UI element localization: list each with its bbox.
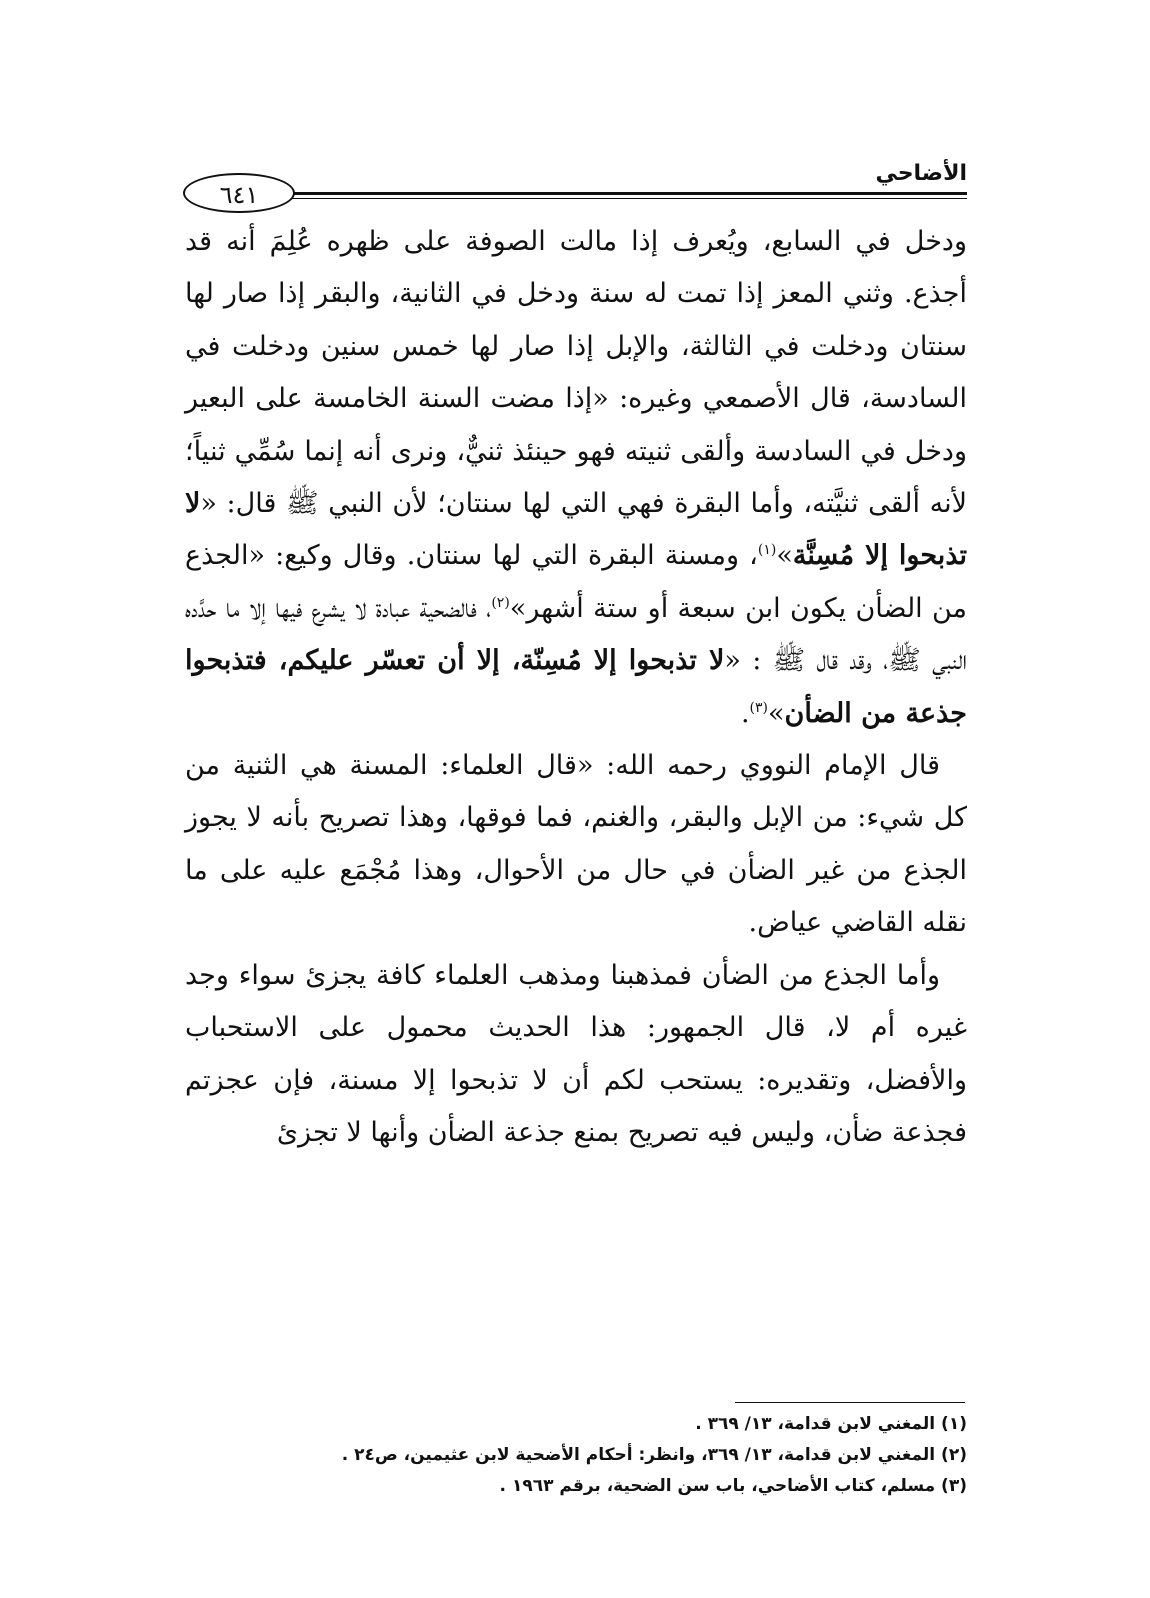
page-number: ٦٤١	[183, 173, 295, 213]
main-text	[185, 216, 967, 1159]
footnote-3: (٣) مسلم، كتاب الأضاحي، باب سن الضحية، برقم ١٩٦٣ .	[499, 1476, 967, 1496]
hadith-quote: لا تذبحوا إلا مُسِنَّة	[185, 488, 968, 572]
footnote-1: (١) المغني لابن قدامة، ١٣/ ٣٦٩ .	[695, 1414, 967, 1434]
hadith-quote: لا تذبحوا إلا مُسِنّة، إلا أن تعسّر عليكم، فتذبحوا جذعة من الضأن	[185, 645, 967, 729]
footnote-ref-2: (٢)	[491, 594, 510, 611]
text-segment: .	[740, 697, 750, 729]
footnote-ref-1: (١)	[757, 542, 777, 559]
footnote-separator	[735, 1402, 965, 1403]
text-segment: »	[776, 540, 793, 572]
text-segment: ، ومسنة البقرة التي لها سنتان. وقال وكيع: «الجذع من الضأن يكون ابن سبعة أو ستة أشهر»	[185, 540, 967, 624]
page-header	[185, 160, 967, 210]
header-rule	[285, 192, 967, 195]
footnotes	[185, 1409, 967, 1502]
header-rule-thin	[285, 198, 967, 199]
footnote-2: (٢) المغني لابن قدامة، ١٣/ ٣٦٩، وانظر: أحكام الأضحية لابن عثيمين، ص٢٤ .	[341, 1445, 967, 1465]
footnote-ref-3: (٣)	[749, 699, 768, 716]
chapter-title: الأضاحي	[875, 161, 967, 186]
text-segment: ودخل في السابع، ويُعرف إذا مالت الصوفة على ظهره عُلِمَ أنه قد أجذع. وثني المعز إذا تمت له سنة ودخل في الثانية، والبقر إذا صار لها سنتان ودخلت في الثالثة، والإبل إذا صار لها خمس سنين ودخلت في السادسة، قال الأصمعي وغيره: «إذا مضت السنة الخامسة على البعير ودخل في السادسة وألقى ثنيته فهو حينئذ ثنيٌّ، ونرى أنه إنما سُمِّي ثنياً؛ لأنه ألقى ثنيَّته، وأما البقرة فهي التي لها سنتان؛ لأن النبي ﷺ قال: «	[185, 226, 967, 520]
text-segment: »	[768, 697, 785, 729]
paragraph-2: قال الإمام النووي رحمه الله: «قال العلماء: المسنة هي الثنية من كل شيء: من الإبل والبقر، والغنم، فما فوقها، وهذا تصريح بأنه لا يجوز الجذع من غير الضأن في حال من الأحوال، وهذا مُجْمَع عليه على ما نقله القاضي عياض.	[185, 750, 967, 939]
paragraph-3: وأما الجذع من الضأن فمذهبنا ومذهب العلماء كافة يجزئ سواء وجد غيره أم لا، قال الجمهور: هذا الحديث محمول على الاستحباب والأفضل، وتقديره: يستحب لكم أن لا تذبحوا إلا مسنة، فإن عجزتم فجذعة ضأن، وليس فيه تصريح بمنع جذعة الضأن وأنها لا تجزئ	[185, 959, 967, 1148]
text-segment: ، فالضحية عبادة لا يشرع فيها إلا ما حدَّده النبي ﷺ، وقد قال ﷺ : «	[185, 592, 967, 677]
paragraph-1	[185, 216, 967, 740]
